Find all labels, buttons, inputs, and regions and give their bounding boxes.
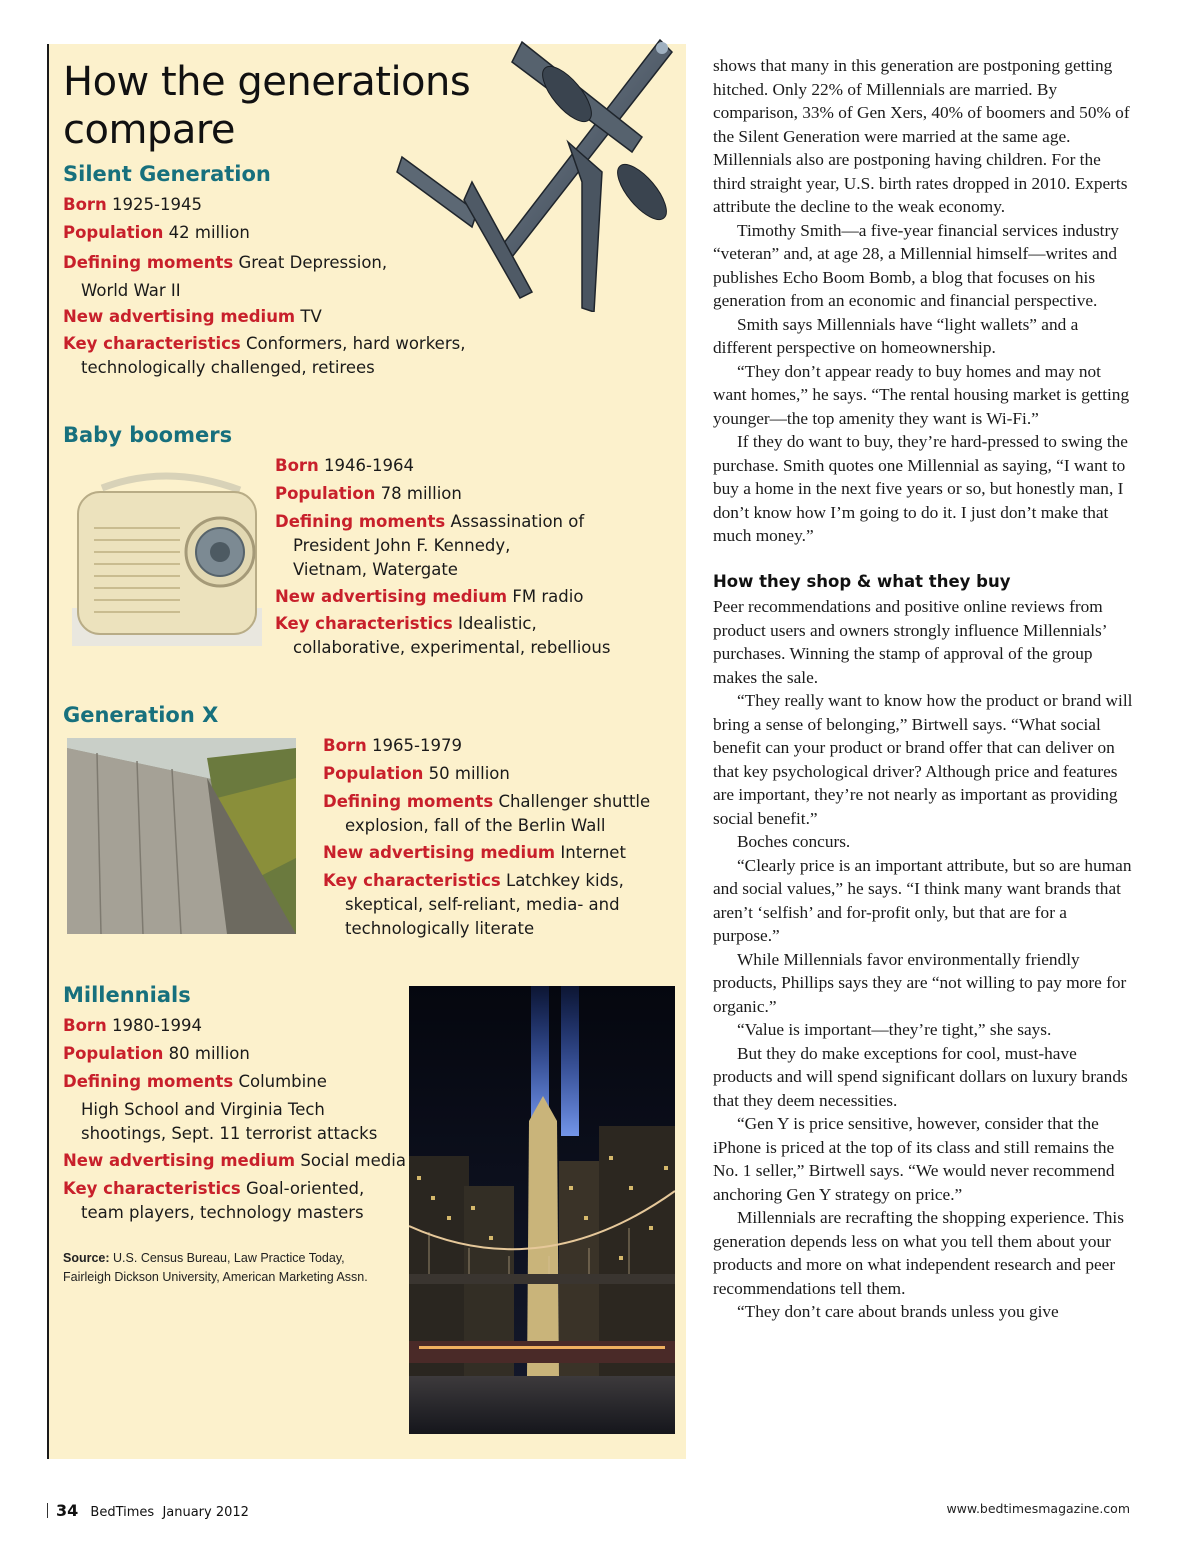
- population-value: 80 million: [168, 1044, 250, 1063]
- article-paragraph: “Value is important—they’re tight,” she says.: [737, 1020, 1052, 1039]
- traits-value: Idealistic,: [458, 614, 537, 633]
- born-value: 1980-1994: [112, 1016, 202, 1035]
- source-note: [63, 1249, 383, 1287]
- article-paragraph: Boches concurs.: [737, 832, 851, 851]
- baby-boomers-heading: Baby boomers: [63, 423, 233, 447]
- silent-defining-moments: [63, 249, 387, 305]
- generation-x-heading: Generation X: [63, 703, 219, 727]
- page-footer-left: [47, 1501, 249, 1520]
- website-link[interactable]: www.bedtimesmagazine.com: [946, 1501, 1130, 1516]
- born-label: Born: [63, 195, 107, 214]
- genx-advertising-medium: [323, 841, 626, 865]
- moments-value: Great Depression,: [238, 253, 388, 272]
- magazine-name: BedTimes: [90, 1505, 155, 1520]
- page-number: 34: [56, 1501, 79, 1520]
- article-paragraph: “They don’t appear ready to buy homes and may not want homes,” he says. “The rental housing market is getting younger—the top amenity they want is Wi-Fi.”: [713, 361, 1130, 428]
- traits-value: Goal-oriented,: [246, 1179, 365, 1198]
- population-label: Population: [63, 1044, 164, 1063]
- article-paragraph: “They really want to know how the product or brand will bring a sense of belonging,” Birtwell says. “What social benefit can your product or brand offer that can deliver on that key psychological driver? Although price and features are important, they’re not nearly as important as providing social benefit.”: [713, 691, 1133, 828]
- traits-label: Key characteristics: [63, 1179, 241, 1198]
- population-value: 78 million: [380, 484, 462, 503]
- genx-born: [323, 734, 462, 758]
- article-paragraph: “They don’t care about brands unless you give: [737, 1302, 1059, 1321]
- boomers-born: [275, 454, 414, 478]
- article-paragraph: But they do make exceptions for cool, must-have products and will spend significant dollars on luxury brands that they deem necessities.: [713, 1043, 1128, 1110]
- born-value: 1946-1964: [324, 456, 414, 475]
- boomers-defining-moments: [275, 510, 584, 582]
- born-label: Born: [63, 1016, 107, 1035]
- article-paragraph: Timothy Smith—a five-year financial services industry “veteran” and, at age 28, a Millennial himself—writes and publishes Echo Boom Bomb, a blog that focuses on his generation from an economic and financial perspective.: [713, 220, 1119, 310]
- millennials-key-characteristics: [63, 1177, 364, 1225]
- born-value: 1965-1979: [372, 736, 462, 755]
- article-paragraph: shows that many in this generation are postponing getting hitched. Only 22% of Millennials are married. By comparison, 33% of Gen Xers, 40% of boomers and 50% of the Silent Generation were married at the same age. Millennials also are postponing having children. For the third straight year, U.S. birth rates dropped in 2010. Experts attribute the decline to the weak economy.: [713, 56, 1130, 216]
- medium-label: New advertising medium: [63, 1151, 296, 1170]
- traits-value: Conformers, hard workers,: [246, 334, 466, 353]
- article-paragraph: Peer recommendations and positive online reviews from product users and owners strongly influence Millennials’ purchases. Winning the stamp of approval of the group makes the sale.: [713, 597, 1107, 687]
- moments-label: Defining moments: [63, 1072, 234, 1091]
- millennials-population: [63, 1042, 250, 1066]
- medium-value: FM radio: [512, 587, 584, 606]
- traits-value: team players, technology masters: [81, 1203, 364, 1222]
- boomers-population: [275, 482, 462, 506]
- millennials-heading: Millennials: [63, 983, 191, 1007]
- moments-value: World War II: [81, 281, 181, 300]
- medium-label: New advertising medium: [323, 843, 556, 862]
- article-paragraph: “Gen Y is price sensitive, however, consider that the iPhone is priced at the top of its class and still remains the No. 1 seller,” Birtwell says. “We would never recommend anchoring Gen Y strategy on price.”: [713, 1114, 1115, 1204]
- source-text: U.S. Census Bureau, Law Practice Today, Fairleigh Dickson University, American Marketing Assn.: [63, 1251, 368, 1284]
- moments-label: Defining moments: [63, 253, 234, 272]
- berlin-wall-image: [67, 738, 296, 934]
- boomers-advertising-medium: [275, 585, 583, 609]
- population-label: Population: [275, 484, 376, 503]
- moments-value: President John F. Kennedy,: [293, 536, 511, 555]
- silent-born: [63, 193, 202, 217]
- issue-date: January 2012: [162, 1505, 249, 1520]
- genx-key-characteristics: [323, 869, 624, 941]
- article-paragraph: While Millennials favor environmentally friendly products, Phillips says they are “not willing to pay more for organic.”: [713, 949, 1127, 1016]
- medium-value: TV: [300, 307, 322, 326]
- moments-value: Vietnam, Watergate: [293, 560, 458, 579]
- moments-label: Defining moments: [323, 792, 494, 811]
- traits-value: skeptical, self-reliant, media- and: [345, 895, 620, 914]
- born-label: Born: [275, 456, 319, 475]
- article-paragraph: Smith says Millennials have “light wallets” and a different perspective on homeownership.: [713, 314, 1079, 357]
- genx-population: [323, 762, 510, 786]
- millennials-advertising-medium: [63, 1149, 406, 1173]
- traits-value: technologically challenged, retirees: [81, 358, 375, 377]
- moments-value: Assassination of: [450, 512, 585, 531]
- article-paragraph: Millennials are recrafting the shopping experience. This generation depends less on what you tell them about your products and more on what independent research and peer recommendations tell them.: [713, 1208, 1124, 1298]
- moments-value: High School and Virginia Tech: [81, 1100, 325, 1119]
- traits-value: technologically literate: [345, 919, 535, 938]
- silent-key-characteristics: [63, 332, 465, 380]
- source-label: Source:: [63, 1251, 110, 1265]
- traits-value: Latchkey kids,: [506, 871, 624, 890]
- medium-value: Social media: [300, 1151, 406, 1170]
- article-subhead: How they shop & what they buy: [713, 571, 1011, 591]
- population-label: Population: [63, 223, 164, 242]
- traits-label: Key characteristics: [63, 334, 241, 353]
- medium-label: New advertising medium: [63, 307, 296, 326]
- moments-value: Columbine: [238, 1072, 327, 1091]
- medium-label: New advertising medium: [275, 587, 508, 606]
- boomers-key-characteristics: [275, 612, 610, 660]
- genx-defining-moments: [323, 790, 650, 838]
- moments-label: Defining moments: [275, 512, 446, 531]
- nyc-skyline-image: [409, 986, 675, 1434]
- born-label: Born: [323, 736, 367, 755]
- traits-label: Key characteristics: [323, 871, 501, 890]
- moments-value: shootings, Sept. 11 terrorist attacks: [81, 1124, 378, 1143]
- moments-value: explosion, fall of the Berlin Wall: [345, 816, 606, 835]
- moments-value: Challenger shuttle: [498, 792, 651, 811]
- sidebar-title: How the generations compare: [63, 59, 471, 153]
- silent-generation-heading: Silent Generation: [63, 162, 271, 186]
- population-value: 50 million: [428, 764, 510, 783]
- article-paragraph: If they do want to buy, they’re hard-pressed to swing the purchase. Smith quotes one Millennial as saying, “I want to buy a home in the next five years or so, but honestly man, I don’t know how I’m going to do it. I just don’t make that much money.”: [713, 432, 1128, 545]
- born-value: 1925-1945: [112, 195, 202, 214]
- silent-advertising-medium: [63, 305, 322, 329]
- traits-value: collaborative, experimental, rebellious: [293, 638, 611, 657]
- traits-label: Key characteristics: [275, 614, 453, 633]
- radio-image: [72, 458, 262, 646]
- population-label: Population: [323, 764, 424, 783]
- medium-value: Internet: [560, 843, 626, 862]
- population-value: 42 million: [168, 223, 250, 242]
- millennials-defining-moments: [63, 1070, 377, 1146]
- article-paragraph: “Clearly price is an important attribute, but so are human and social values,” he says. “I think many want brands that aren’t ‘selfish’ and for-profit only, but that are for a purpose.”: [713, 855, 1132, 945]
- article-body: [713, 54, 1133, 1324]
- millennials-born: [63, 1014, 202, 1038]
- silent-population: [63, 221, 250, 245]
- footer-divider: [47, 1503, 48, 1518]
